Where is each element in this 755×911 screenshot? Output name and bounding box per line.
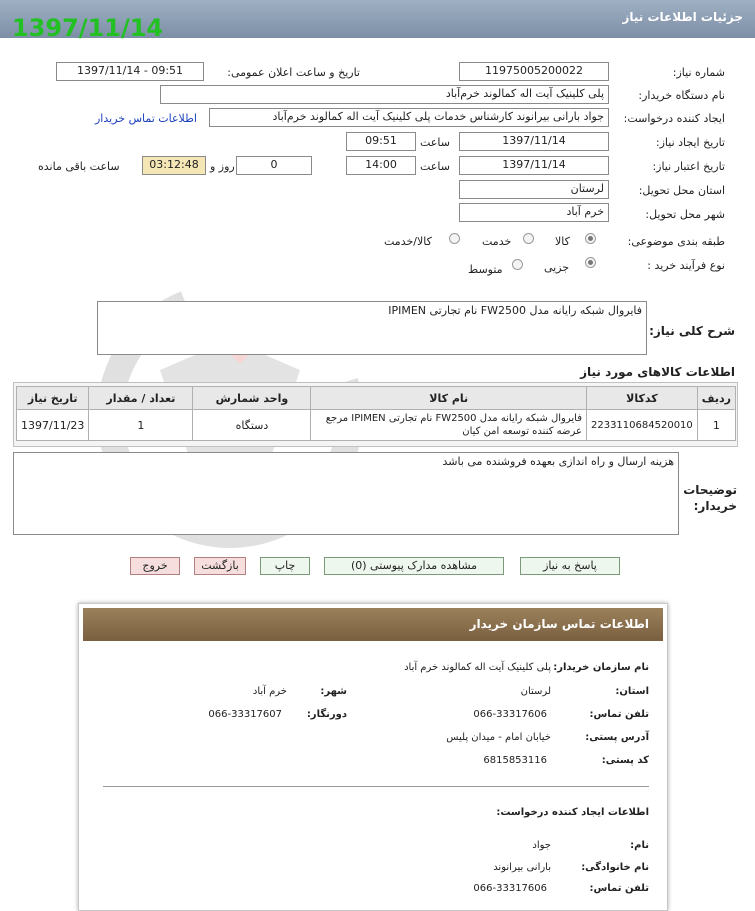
countdown-field: 03:12:48 — [142, 156, 206, 175]
city-field: خرم آباد — [459, 203, 609, 222]
buyer-org-field: پلی کلینیک آیت اله کمالوند خرم‌آباد — [160, 85, 609, 104]
goods-table — [16, 386, 736, 441]
contact-card — [78, 603, 668, 911]
days-label: روز و — [210, 160, 235, 173]
col-date: تاریخ نیاز — [17, 387, 89, 410]
cell-date: 1397/11/23 — [17, 410, 89, 441]
cell-qty: 1 — [89, 410, 193, 441]
contact-card-header — [83, 608, 663, 641]
city-card-label: شهر: — [320, 686, 347, 697]
process-radio-medium[interactable] — [512, 259, 523, 270]
org-value: پلی کلینیک آیت اله کمالوند خرم آباد — [404, 662, 551, 673]
fax-card-value: 066-33317607 — [208, 709, 282, 720]
window-title: جزئیات اطلاعات نیاز — [622, 10, 743, 24]
remaining-label: ساعت باقی مانده — [38, 160, 120, 173]
creator-title: اطلاعات ایجاد کننده درخواست: — [496, 807, 649, 818]
creator-phone-label: تلفن تماس: — [589, 883, 649, 894]
created-date-field: 1397/11/14 — [459, 132, 609, 151]
category-radio-service[interactable] — [523, 233, 534, 244]
process-radio-minor[interactable] — [585, 257, 596, 268]
requester-label: ایجاد کننده درخواست: — [623, 112, 725, 125]
phone-card-value: 066-33317606 — [473, 709, 547, 720]
buyer-org-label: نام دستگاه خریدار: — [638, 89, 725, 102]
created-label: تاریخ ایجاد نیاز: — [655, 136, 725, 149]
print-button[interactable]: چاپ — [260, 557, 310, 575]
name-card-value: جواد — [532, 840, 551, 851]
category-option-goods: کالا — [555, 235, 570, 248]
table-row — [17, 410, 736, 441]
need-number-field: 1197500520002‎2 — [459, 62, 609, 81]
name-card-label: نام: — [630, 840, 649, 851]
buyer-contact-link[interactable]: اطلاعات تماس خریدار — [95, 112, 197, 125]
announce-field: 1397/11/14 - 09:51 — [56, 62, 204, 81]
col-unit: واحد شمارش — [193, 387, 311, 410]
goods-table-header — [17, 387, 736, 410]
cell-name: فایروال شبکه رایانه مدل FW2500 نام تجارتی IPIMEN مرجع عرضه کننده توسعه امن کیان — [311, 410, 587, 441]
category-radio-goods[interactable] — [585, 233, 596, 244]
col-code: کدکالا — [586, 387, 697, 410]
province-field: لرستان — [459, 180, 609, 199]
announce-label: تاریخ و ساعت اعلان عمومی: — [227, 66, 360, 79]
family-card-value: بارانی بیرانوند — [493, 862, 551, 873]
days-field: 0 — [236, 156, 312, 175]
cell-unit: دستگاه — [193, 410, 311, 441]
process-label: نوع فرآیند خرید : — [647, 259, 725, 272]
province-card-value: لرستان — [520, 686, 551, 697]
reply-button[interactable]: پاسخ به نیاز — [520, 557, 620, 575]
col-qty: تعداد / مقدار — [89, 387, 193, 410]
card-divider — [103, 786, 649, 787]
contact-card-title: اطلاعات تماس سازمان خریدار — [469, 617, 649, 631]
address-card-label: آدرس پستی: — [585, 732, 649, 743]
exit-button[interactable]: خروج — [130, 557, 180, 575]
validity-time-field: 14:00 — [346, 156, 416, 175]
attachments-button[interactable]: مشاهده مدارک پیوستی (0) — [324, 557, 504, 575]
cell-code: 2233110684520010 — [586, 410, 697, 441]
fax-card-label: دورنگار: — [306, 709, 347, 720]
org-label: نام سازمان خریدار: — [553, 662, 649, 673]
family-card-label: نام خانوادگی: — [581, 862, 649, 873]
back-button[interactable]: بازگشت — [194, 557, 246, 575]
requester-field: جواد بارانی بیرانوند کارشناس خدمات پلی کلینیک آیت اله کمالوند خرم‌آباد — [209, 108, 609, 127]
phone-card-label: تلفن تماس: — [589, 709, 649, 720]
date-stamp: 1397/11/14 — [12, 14, 164, 42]
category-option-service: خدمت — [482, 235, 512, 248]
validity-label: تاریخ اعتبار نیاز: — [652, 160, 725, 173]
province-label: استان محل تحویل: — [638, 184, 725, 197]
city-label: شهر محل تحویل: — [645, 208, 725, 221]
summary-field: فایروال شبکه رایانه مدل FW2500 نام تجارتی IPIMEN — [97, 301, 647, 355]
buyer-notes-field: هزینه ارسال و راه اندازی بعهده فروشنده می باشد — [13, 452, 679, 535]
cell-row: 1 — [697, 410, 735, 441]
postal-card-value: 6815853116 — [483, 755, 547, 766]
created-time-field: 09:51 — [346, 132, 416, 151]
validity-date-field: 1397/11/14 — [459, 156, 609, 175]
col-row: ردیف — [697, 387, 735, 410]
goods-section-title: اطلاعات کالاهای مورد نیاز — [580, 365, 735, 379]
category-option-both: کالا/خدمت — [384, 235, 432, 248]
category-label: طبقه بندی موضوعی: — [627, 235, 725, 248]
validity-time-label: ساعت — [420, 160, 450, 173]
category-radio-both[interactable] — [449, 233, 460, 244]
summary-label: شرح کلی نیاز: — [649, 324, 735, 338]
process-option-medium: متوسط — [468, 263, 503, 276]
address-card-value: خیابان امام - میدان پلیس — [446, 732, 551, 743]
creator-phone-value: 066-33317606 — [473, 883, 547, 894]
province-card-label: استان: — [615, 686, 649, 697]
need-number-label: شماره نیاز: — [672, 66, 725, 79]
buyer-notes-label: توضیحات خریدار: — [683, 483, 737, 513]
city-card-value: خرم آباد — [252, 686, 287, 697]
col-name: نام کالا — [311, 387, 587, 410]
process-option-minor: جزیی — [544, 261, 570, 274]
postal-card-label: کد پستی: — [601, 755, 649, 766]
created-time-label: ساعت — [420, 136, 450, 149]
